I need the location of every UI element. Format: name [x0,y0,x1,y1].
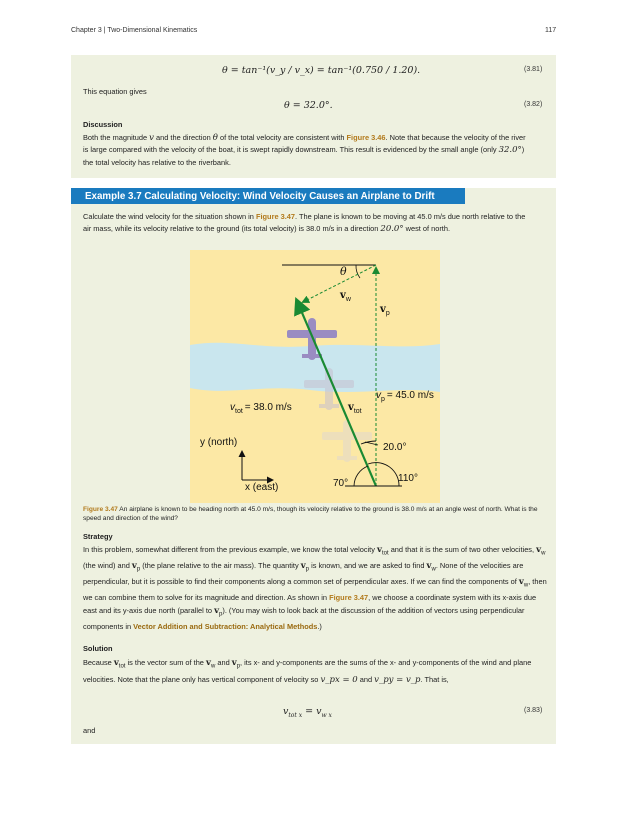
solution-paragraph: Because $v_{tot}$ is the vector sum of the $v_w$ and $v_p$, its x- and y-components are the sums of the x- and y-components of the wind and plane velocities. Note that the plane only has vertical component of velocity so v_px = 0 and v_py = v_p. That is, [83,658,532,686]
label-vtot-magnitude: $v_{tot} = 38.0$ m/s [230,402,292,415]
label-vw: $v_w$ [340,290,351,303]
figure-3-46-link[interactable]: Figure 3.46 [346,133,386,142]
label-vp: $v_p$ [380,304,390,317]
figure-3-47-link-2[interactable]: Figure 3.47 [329,593,369,603]
label-110-degrees: 110° [398,473,418,484]
strategy-heading: Strategy [83,532,113,541]
equation-number-3-82: (3.82) [524,101,543,108]
label-vp-magnitude: $v_p = 45.0$ m/s [376,390,434,403]
x-axis-label: x (east) [245,482,279,493]
y-axis-label: y (north) [200,437,238,448]
equation-3-81: θ = tan⁻¹(v_y / v_x) = tan⁻¹(0.750 / 1.20). [222,65,421,76]
equation-number-3-83: (3.83) [524,707,543,714]
figure-3-47-link[interactable]: Figure 3.47 [255,212,295,221]
equation-number-3-81: (3.81) [524,66,543,73]
this-equation-gives: This equation gives [83,87,147,96]
label-vtot: $v_{tot}$ [348,402,362,415]
strategy-paragraph: In this problem, somewhat different from the previous example, we know the total velocity $v_{tot}$ and that it is the sum of two other velocities, $v_w$ (the wind) and $v_p$ (the plane relative to the air mass). The quantity $v_p$ is known, and we are asked to find $v_w$. None of the velocities are perpendicular, but it is possible to find their components along a common set of perpendicular axes. If we can find the components of $v_w$, then we can combine them to solve for its magnitude and direction. As shown in Figure 3.47, we choose a coordinate system with its x-axis due east and its y-axis due north (parallel to $v_p$). (You may wish to look back at the discussion of the addition of vectors using perpendicular components in Vector Addition and Subtraction: Analytical Methods.) [83,545,547,631]
page-number: 117 [545,27,557,34]
discussion-paragraph: Both the magnitude v and the direction θ of the total velocity are consistent with Figure 3.46. Note that because the velocity of the river is large compared with the velocity of the boat, it is swept rapidly downstream. This result is evidenced by the small angle (only 32.0°) the total velocity has relative to the riverbank. [83,133,526,167]
label-theta: θ [340,265,347,278]
equation-3-83: $v_{tot x} = v_{w x}$ [283,706,332,719]
example-title: Example 3.7 Calculating Velocity: Wind Velocity Causes an Airplane to Drift [85,191,435,202]
running-header-chapter: Chapter 3 | Two-Dimensional Kinematics [71,27,198,34]
vector-addition-link[interactable]: Vector Addition and Subtraction: Analytical Methods [133,621,318,631]
and-text: and [83,726,96,735]
equation-3-82: θ = 32.0°. [284,100,333,111]
figure-caption: Figure 3.47 An airplane is known to be heading north at 45.0 m/s, though its velocity relative to the ground is 38.0 m/s at an angle west of north. What is the speed and direction of the wind? [83,506,538,522]
label-70-degrees: 70° [333,478,349,489]
solution-heading: Solution [83,644,113,653]
label-20-degrees: 20.0° [383,442,407,453]
figure-3-47-diagram [190,250,440,503]
discussion-heading: Discussion [83,120,123,129]
example-intro: Calculate the wind velocity for the situation shown in Figure 3.47. The plane is known to be moving at 45.0 m/s due north relative to the air mass, while its velocity relative to the ground (its total velocity) is 38.0 m/s in a direction 20.0° west of north. [83,212,526,235]
